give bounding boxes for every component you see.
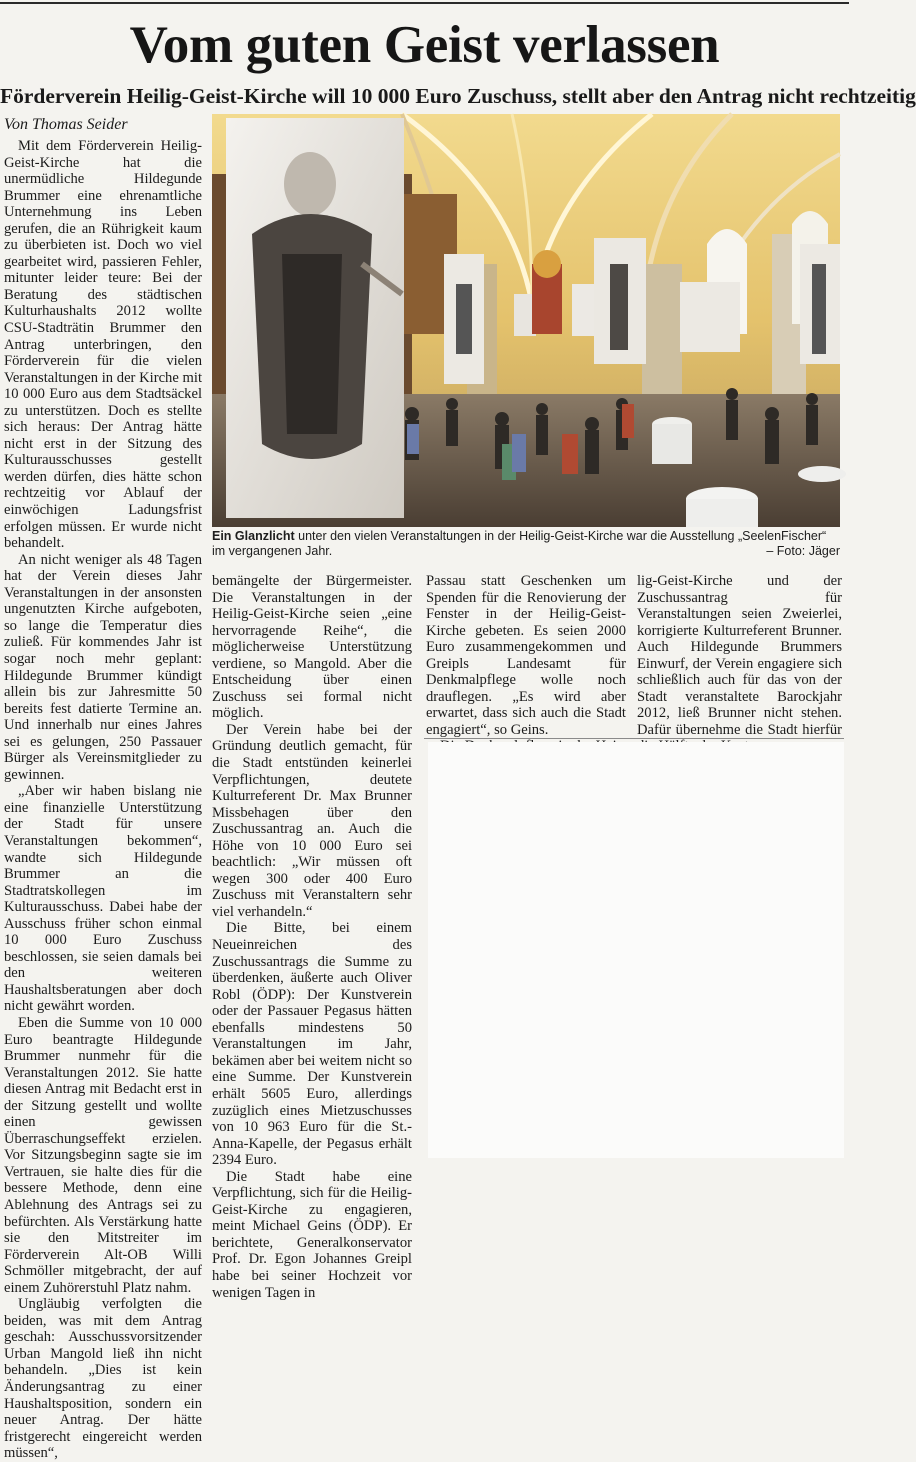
paragraph: Die Bitte, bei einem Neueinreichen des Zuschussantrags die Summe zu überdenken, äußerte auch Oliver Robl (ÖDP): Der Kunstverein oder der Passauer Pegasus hätten ebenfalls mindestens 50 Veranstaltungen im Jahr, bekämen aber bei weitem nicht so eine Summe. Der Kunstverein erhält 5605 Euro, allerdings zuzüglich eines Mietzuschusses von 10 963 Euro für die St.-Anna-Kapelle, der Pegasus erhält 2394 Euro. [212, 920, 412, 1169]
paragraph: „Aber wir haben bislang nie eine finanzielle Unterstützung der Stadt für unsere Veranstaltungen bekommen“, wandte sich Hildegunde Brummer an die Stadtratskollegen im Kulturausschuss. Dabei habe der Ausschuss früher schon einmal 10 000 Euro Zuschuss beschlossen, sie seien damals bei den weiteren Haushaltsberatungen aber doch nicht gewährt worden. [4, 783, 202, 1015]
article-column-4 [637, 573, 842, 738]
paragraph: Mit dem Förderverein Heilig-Geist-Kirche hat die unermüdliche Hildegunde Brummer eine ehrenamtliche Unternehmung ins Leben gerufen, die an Rührigkeit kaum zu überbieten ist. Doch wo viel gearbeitet wird, passieren Fehler, mitunter leider teure: Bei der Beratung des städtischen Kulturhaushalts 2012 wollte CSU-Stadträtin Brummer den Antrag unterbringen, den Förderverein für die vielen Veranstaltungen in der Kirche mit 10 000 Euro aus dem Stadtsäckel zu unterstützen. Doch es stellte sich heraus: Der Antrag hätte nicht erst in der Sitzung des Kulturausschusses gestellt werden dürfen, dies hätte schon rechtzeitig vor Ablauf der einwöchigen Ladungsfrist erfolgen müssen. Er wurde nicht behandelt. [4, 138, 202, 552]
top-rule [0, 2, 849, 4]
article-column-2 [212, 573, 412, 1301]
paragraph: Passau statt Geschenken um Spenden für die Renovierung der Fenster in der Heilig-Geist-Kirche gebeten. Es seien 2000 Euro zusammengekommen und Greipls Landesamt für Denkmalpflege wolle noch drauflegen. „Es wird aber erwartet, dass sich auch die Stadt engagiert“, so Geins. [426, 573, 626, 738]
caption-text: unter den vielen Veranstaltungen in der Heilig-Geist-Kirche war die Ausstellung „SeelenFischer“ [294, 529, 827, 543]
byline: Von Thomas Seider [4, 116, 128, 133]
article-column-3 [426, 573, 626, 738]
caption-lead: Ein Glanzlicht [212, 529, 295, 543]
paragraph: Ungläubig verfolgten die beiden, was mit dem Antrag geschah: Ausschussvorsitzender Urban Mangold ließ ihn nicht behandeln. „Dies ist kein Änderungsantrag zu einer Haushaltsposition, sondern ein neuer Antrag. Der hätte fristgerecht eingereicht werden müssen“, [4, 1296, 202, 1462]
paragraph: Eben die Summe von 10 000 Euro beantragte Hildegunde Brummer nunmehr für die Veranstaltungen 2012. Sie hatte diesen Antrag mit Bedacht erst in der Sitzung gestellt und wollte einen gewissen Überraschungseffekt erzielen. Vor Sitzungsbeginn sagte sie im Vertrauen, sie halte dies für die bessere Methode, denn eine Ablehnung des Antrags sei zu befürchten. Als Verstärkung hatte sie den Mitstreiter im Förderverein Alt-OB Willi Schmöller mitgebracht, der auf einem Zuhörerstuhl Platz nahm. [4, 1014, 202, 1296]
paragraph: Die Stadt habe eine Verpflichtung, sich für die Heilig-Geist-Kirche zu engagieren, meint Michael Geins (ÖDP). Er berichtete, Generalkonservator Prof. Dr. Egon Johannes Greipl habe bei seiner Hochzeit vor wenigen Tagen in [212, 1168, 412, 1301]
photo-caption [212, 529, 840, 559]
article-column-1 [4, 138, 202, 1462]
paragraph: lig-Geist-Kirche und der Zuschussantrag für Veranstaltungen seien Zweierlei, korrigierte Kulturreferent Brunner. Auch Hildegunde Brummers Einwurf, der Verein engagiere sich schließlich auch für das von der Stadt veranstaltete Barockjahr 2012, ließ Brunner nicht stehen. Dafür übernehme die Stadt hierfür [637, 573, 842, 738]
church-exhibition-photo [212, 114, 840, 527]
empty-area [428, 742, 844, 1158]
headline: Vom guten Geist verlassen [129, 16, 720, 74]
paragraph: Der Verein habe bei der Gründung deutlich gemacht, für die Stadt entstünden keinerlei Verpflichtungen, deutete Kulturreferent Dr. Max Brunner Missbehagen über den Zuschussantrag an. Auch die Höhe von 10 000 Euro sei beachtlich: „Wir müssen oft wegen 300 oder 400 Euro Zuschuss mit Veranstaltern sehr viel verhandeln.“ [212, 721, 412, 920]
caption-text-2: im vergangenen Jahr. [212, 544, 333, 558]
photo-credit: – Foto: Jäger [766, 544, 840, 558]
column-divider [424, 738, 844, 739]
paragraph: An nicht weniger als 48 Tagen hat der Verein dieses Jahr Veranstaltungen in der ansonsten ungenutzten Kirche aufgeboten, so lange die Temperatur dies zuließ. Für kommendes Jahr ist sogar noch mehr geplant: Hildegunde Brummer kündigt allein bis zur Jahresmitte 50 bereits fest datierte Termine an. Und innerhalb nur eines Jahres sei es gelungen, 250 Passauer Bürger als Vereinsmitglieder zu gewinnen. [4, 551, 202, 783]
paragraph: bemängelte der Bürgermeister. Die Veranstaltungen in der Heilig-Geist-Kirche seien „eine hervorragende Reihe“, die möglicherweise Unterstützung verdiene, so Mangold. Aber die Entscheidung über einen Zuschuss sei formal nicht möglich. [212, 573, 412, 722]
subheadline: Förderverein Heilig-Geist-Kirche will 10 000 Euro Zuschuss, stellt aber den Antrag nicht rechtzeitig [0, 84, 916, 108]
